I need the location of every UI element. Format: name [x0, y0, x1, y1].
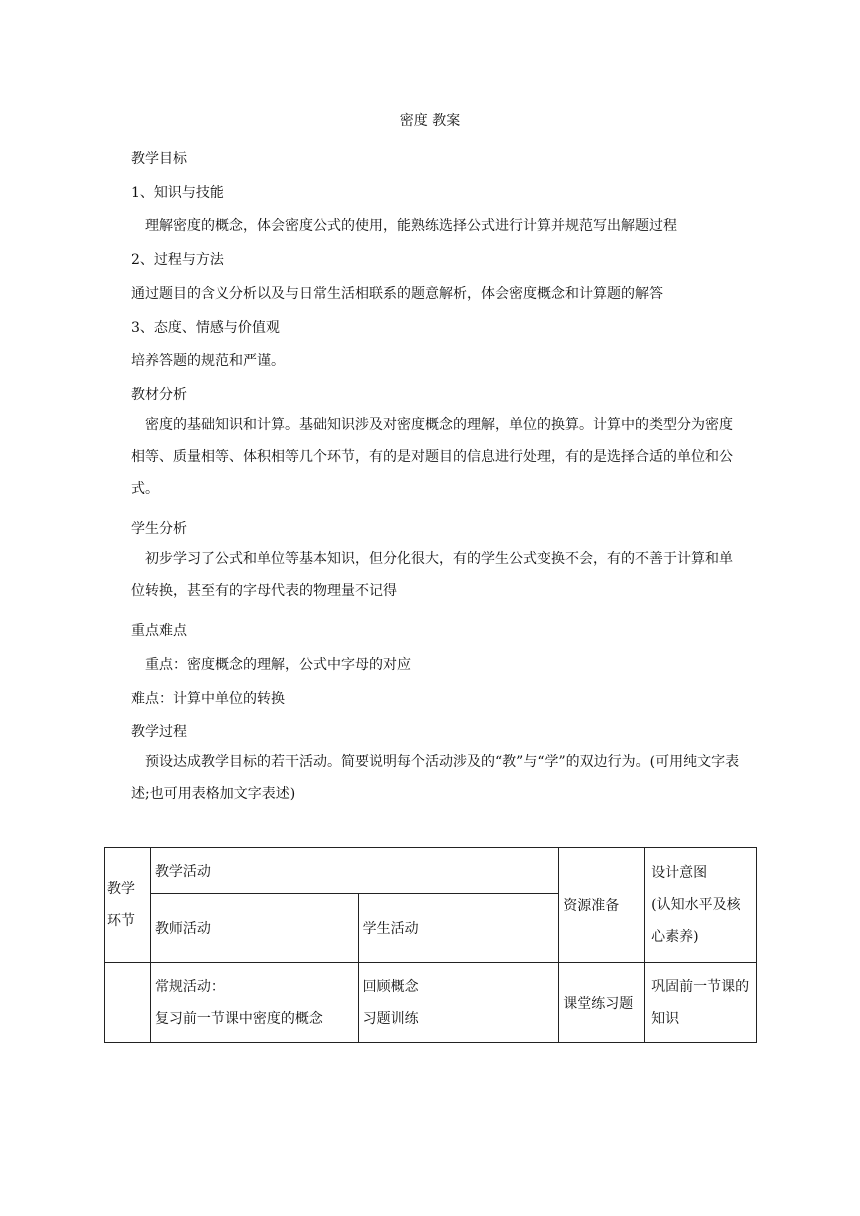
objective-item-1-text: 理解密度的概念，体会密度公式的使用，能熟练选择公式进行计算并规范写出解题过程 [145, 218, 677, 234]
header-stage: 教学环节 [105, 848, 151, 963]
section-heading-materials: 教材分析 [131, 387, 187, 403]
section-heading-objectives: 教学目标 [131, 151, 187, 167]
header-design-line-1: 设计意图 [651, 865, 708, 881]
section-heading-students: 学生分析 [131, 521, 187, 537]
objective-item-1: 1、知识与技能 [131, 185, 224, 201]
difficulty-text: 难点：计算中单位的转换 [131, 691, 285, 707]
header-student: 学生活动 [358, 894, 559, 963]
table-header-row [105, 848, 757, 894]
row1-student-line-2: 习题训练 [362, 1010, 419, 1027]
process-text: 预设达成教学目标的若干活动。简要说明每个活动涉及的“教”与“学”的双边行为。(可用纯文字表述;也可用表格加文字表述) [131, 754, 740, 802]
objective-item-2: 2、过程与方法 [131, 252, 224, 268]
header-activity: 教学活动 [150, 848, 558, 894]
objective-item-3-text: 培养答题的规范和严谨。 [131, 353, 285, 369]
materials-analysis-text: 密度的基础知识和计算。基础知识涉及对密度概念的理解，单位的换算。计算中的类型分为密度相等、质量相等、体积相等几个环节，有的是对题目的信息进行处理，有的是选择合适的单位和公式。 [131, 417, 733, 497]
student-analysis-text: 初步学习了公式和单位等基本知识，但分化很大，有的学生公式变换不会，有的不善于计算和单位转换，甚至有的字母代表的物理量不记得 [131, 551, 733, 599]
header-design [645, 848, 757, 963]
section-heading-process: 教学过程 [131, 724, 187, 740]
lesson-plan-table [104, 847, 757, 1043]
objective-item-3: 3、态度、情感与价值观 [131, 320, 280, 336]
document-title: 密度 教案 [399, 113, 461, 129]
row1-teacher-line-1: 常规活动： [154, 978, 225, 995]
row1-teacher [150, 963, 358, 1043]
objective-item-2-text: 通过题目的含义分析以及与日常生活相联系的题意解析，体会密度概念和计算题的解答 [131, 286, 663, 302]
table-row [105, 963, 757, 1043]
row1-student [358, 963, 559, 1043]
header-design-line-2: (认知水平及核心素养) [651, 897, 741, 945]
header-resource: 资源准备 [559, 848, 645, 963]
row1-resource: 课堂练习题 [559, 963, 645, 1043]
row1-design: 巩固前一节课的知识 [645, 963, 757, 1043]
row1-teacher-line-2: 复习前一节课中密度的概念 [154, 1010, 323, 1027]
key-point-text: 重点：密度概念的理解，公式中字母的对应 [145, 657, 411, 673]
row1-student-line-1: 回顾概念 [362, 978, 419, 995]
section-heading-key-points: 重点难点 [131, 623, 187, 639]
row1-stage [105, 963, 151, 1043]
header-teacher: 教师活动 [150, 894, 358, 963]
